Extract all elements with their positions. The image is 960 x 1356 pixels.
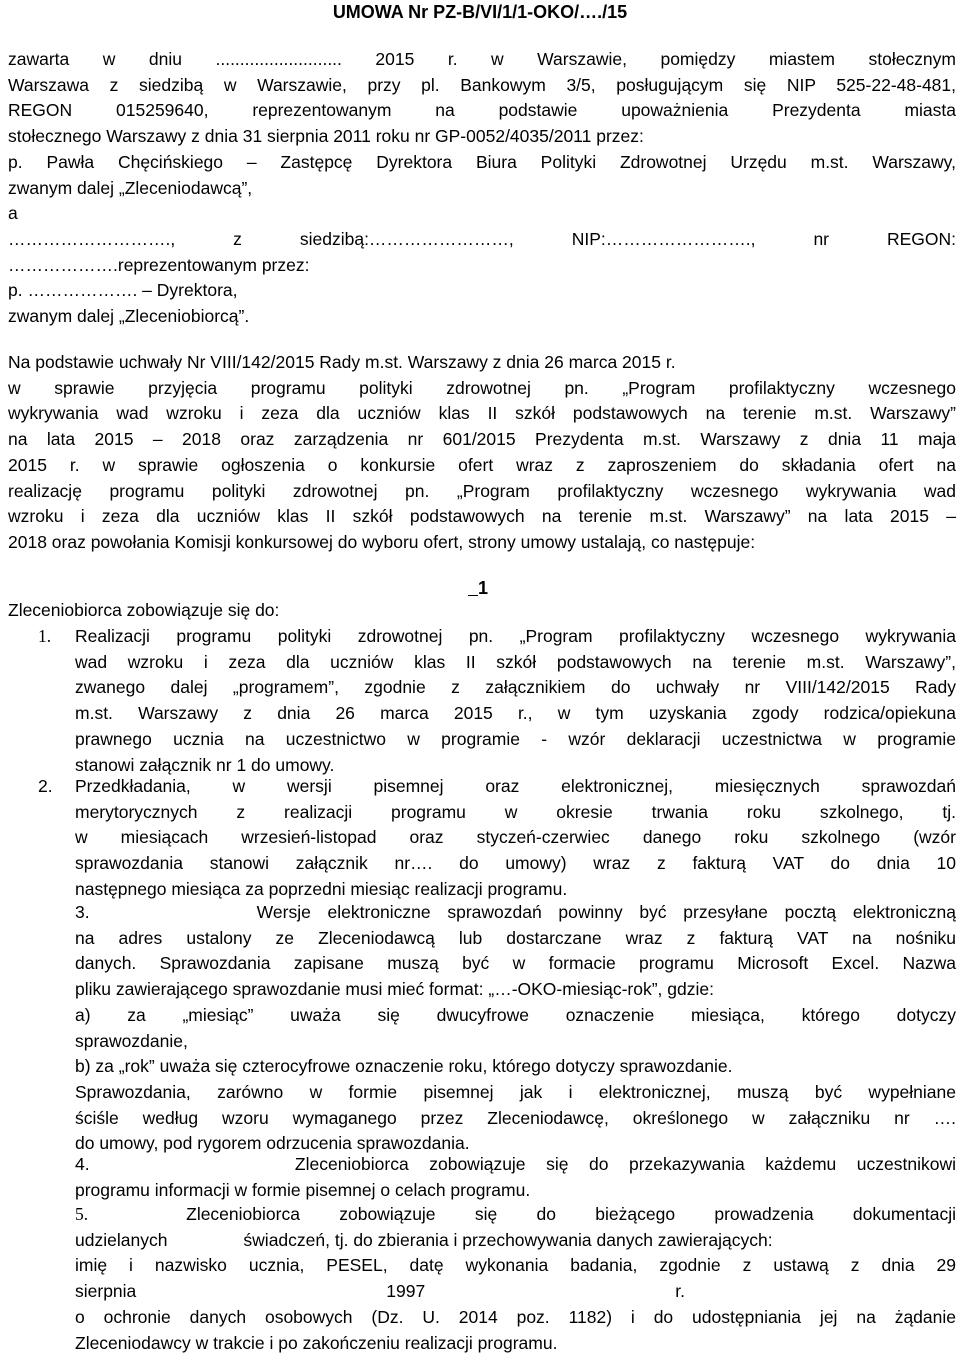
section-underline-mark	[468, 578, 478, 598]
para-line: danych. Sprawozdania zapisane muszą być w formacie programu Microsoft Excel. Nazwa	[75, 953, 956, 974]
para-text: udzielanych	[75, 1229, 168, 1250]
item-line: Przedkładania, w wersji pisemnej oraz elektronicznej, miesięcznych sprawozdań	[75, 776, 956, 796]
intro-line: p. Pawła Chęcińskiego – Zastępcę Dyrektora Biura Polityki Zdrowotnej Urzędu m.st. Warszawy,	[8, 151, 956, 172]
contractor-fields-line: ………………………., z siedzibą:……………………, NIP:……………………., nr REGON:	[8, 228, 956, 249]
paragraph-4	[75, 1152, 956, 1203]
basis-line: wykrywania wad wzroku i zeza dla uczniów klas II szkół podstawowych na terenie m.st. Warszawy”	[8, 403, 956, 424]
para-line	[75, 1228, 956, 1254]
item-line: prawnego ucznia na uczestnictwo w programie - wzór deklaracji uczestnictwa w programie	[75, 728, 956, 749]
intro-line: p. ………………. – Dyrektora,	[8, 280, 238, 301]
intro-line: REGON 015259640, reprezentowanym na podstawie upoważnienia Prezydenta miasta	[8, 100, 956, 121]
paragraph-3	[75, 900, 956, 1157]
para-line	[75, 1279, 956, 1305]
intro-line: zwanym dalej „Zleceniobiorcą”.	[8, 306, 250, 327]
parties-paragraph	[8, 47, 956, 330]
para-text: sierpnia	[75, 1281, 137, 1302]
para-line: imię i nazwisko ucznia, PESEL, datę wykonania badania, zgodnie z ustawą z dnia 29	[75, 1255, 956, 1276]
item-line: zwanego dalej „programem”, zgodnie z załącznikiem do uchwały nr VIII/142/2015 Rady	[75, 677, 956, 698]
para-line: pliku zawierającego sprawozdanie musi mieć format: „…-OKO-miesiąc-rok”, gdzie:	[75, 979, 714, 1000]
basis-line: na lata 2015 – 2018 oraz zarządzenia nr 601/2015 Prezydenta m.st. Warszawy z dnia 11 maja	[8, 429, 956, 450]
para-line: na adres ustalony ze Zleceniodawcą lub dostarczane wraz z fakturą VAT na nośniku	[75, 927, 956, 948]
basis-line: 2015 r. w sprawie ogłoszenia o konkursie ofert wraz z zaproszeniem do składania ofert na	[8, 454, 956, 475]
list-number: 1.	[38, 626, 52, 646]
para-line: programu informacji w formie pisemnej o celach programu.	[75, 1179, 531, 1200]
para-line: b) za „rok” uważa się czterocyfrowe oznaczenie roku, którego dotyczy sprawozdanie.	[75, 1056, 733, 1077]
intro-line: ……………….reprezentowanym przez:	[8, 254, 310, 275]
item-line: merytorycznych z realizacji programu w okresie trwania roku szkolnego, tj.	[75, 801, 956, 822]
item-line: Realizacji programu polityki zdrowotnej pn. „Program profilaktyczny wczesnego wykrywania	[75, 626, 956, 646]
intro-line: a	[8, 203, 18, 224]
document-title: UMOWA Nr PZ-B/VI/1/1-OKO/…./15	[332, 2, 628, 22]
para-line: do umowy, pod rygorem odrzucenia sprawozdania.	[75, 1133, 470, 1154]
para-line: 3. Wersje elektroniczne sprawozdań powinny być przesyłane pocztą elektroniczną	[75, 902, 956, 922]
para-line: a) za „miesiąc” uważa się dwucyfrowe oznaczenie miesiąca, którego dotyczy	[75, 1004, 956, 1025]
intro-line: stołecznego Warszawy z dnia 31 sierpnia 2011 roku nr GP-0052/4035/2011 przez:	[8, 126, 644, 147]
intro-line: zwanym dalej „Zleceniodawcą”,	[8, 177, 253, 198]
para-line: ściśle według wzoru wymaganego przez Zleceniodawcę, określonego w załączniku nr ….	[75, 1107, 956, 1128]
basis-line: wzroku i zeza dla uczniów klas II szkół podstawowych na terenie m.st. Warszawy” na lata 2015 –	[8, 506, 956, 527]
para-text: 1997	[386, 1281, 426, 1302]
list-item	[75, 624, 956, 778]
item-line: sprawozdania stanowi załącznik nr…. do umowy) wraz z fakturą VAT do dnia 10	[75, 853, 956, 874]
para-text: Zleceniobiorca zobowiązuje się do bieżącego prowadzenia dokumentacji	[186, 1204, 956, 1224]
legal-basis-paragraph	[8, 350, 956, 556]
section-mark-number: 1	[478, 578, 489, 598]
para-line: Sprawozdania, zarówno w formie pisemnej jak i elektronicznej, muszą być wypełniane	[75, 1081, 956, 1102]
intro-line: Warszawa z siedzibą w Warszawie, przy pl. Bankowym 3/5, posługującym się NIP 525-22-48-481,	[8, 74, 956, 95]
item-line: w miesiącach wrzesień-listopad oraz styczeń-czerwiec danego roku szkolnego (wzór	[75, 827, 956, 848]
para-text: świadczeń, tj. do zbierania i przechowywania danych zawierających:	[243, 1229, 773, 1250]
item-line: następnego miesiąca za poprzedni miesiąc realizacji programu.	[75, 878, 568, 899]
basis-line: Na podstawie uchwały Nr VIII/142/2015 Rady m.st. Warszawy z dnia 26 marca 2015 r.	[8, 352, 676, 372]
para-line: o ochronie danych osobowych (Dz. U. 2014 poz. 1182) i do udostępniania jej na żądanie	[75, 1306, 956, 1327]
para-line: Zleceniodawcy w trakcie i po zakończeniu realizacji programu.	[75, 1332, 558, 1353]
basis-line: realizację programu polityki zdrowotnej pn. „Program profilaktyczny wczesnego wykrywania wad	[8, 480, 956, 501]
para-number: 5.	[75, 1204, 89, 1224]
intro-line: zawarta w dniu .......................... 2015 r. w Warszawie, pomiędzy miastem stołecznym	[8, 49, 956, 69]
item-line: m.st. Warszawy z dnia 26 marca 2015 r., w tym uzyskania zgody rodzica/opiekuna	[75, 703, 956, 724]
para-text: r.	[675, 1281, 685, 1302]
basis-line: w sprawie przyjęcia programu polityki zdrowotnej pn. „Program profilaktyczny wczesnego	[8, 377, 956, 398]
para-line: 4. Zleceniobiorca zobowiązuje się do przekazywania każdemu uczestnikowi	[75, 1154, 956, 1174]
basis-line: 2018 oraz powołania Komisji konkursowej do wyboru ofert, strony umowy ustalają, co następuje:	[8, 531, 756, 552]
section-heading	[8, 598, 956, 624]
list-number: 2.	[38, 776, 53, 796]
item-line: wad wzroku i zeza dla uczniów klas II szkół podstawowych na terenie m.st. Warszawy”,	[75, 651, 956, 672]
para-line: sprawozdanie,	[75, 1030, 188, 1051]
para-line	[75, 1202, 956, 1228]
paragraph-5	[75, 1202, 956, 1356]
item-line: stanowi załącznik nr 1 do umowy.	[75, 754, 335, 775]
list-item	[75, 774, 956, 903]
section-heading-text: Zleceniobiorca zobowiązuje się do:	[8, 600, 280, 620]
